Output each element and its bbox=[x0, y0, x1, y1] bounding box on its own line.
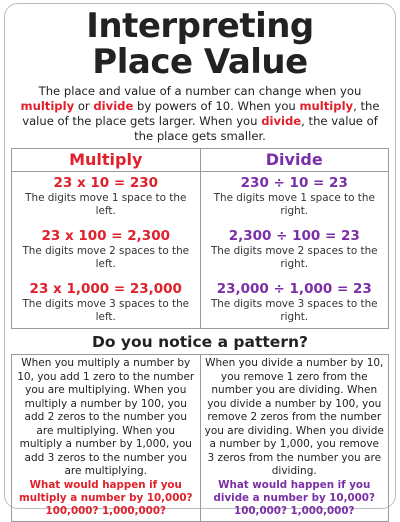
divide-equation: 23,000 ÷ 1,000 = 23 bbox=[216, 281, 372, 297]
multiply-description: The digits move 3 spaces to the left. bbox=[22, 298, 190, 323]
divide-description: The digits move 3 spaces to the right. bbox=[210, 298, 378, 323]
divide-pattern-text: When you divide a number by 10, you remove 1 zero from the number you are dividing. When you divide a number by 100, you remove 2 zeros from the number you are dividing. When you divide a number by 1,000, you remove 3 zeros from the number you are dividing. bbox=[204, 357, 384, 477]
divide-pattern-cell bbox=[201, 355, 390, 522]
multiply-equation: 23 x 100 = 2,300 bbox=[41, 228, 170, 244]
divide-example bbox=[205, 175, 385, 218]
multiply-example bbox=[16, 281, 196, 324]
intro-divide-word-2: divide bbox=[261, 114, 302, 128]
examples-table bbox=[11, 148, 389, 329]
divide-equation: 2,300 ÷ 100 = 23 bbox=[228, 228, 360, 244]
divide-question: What would happen if you divide a number by 10,000? 100,000? 1,000,000? bbox=[213, 478, 375, 517]
divide-heading: Divide bbox=[201, 149, 390, 172]
intro-multiply-word-1: multiply bbox=[20, 99, 75, 113]
title-line-1: Interpreting bbox=[86, 6, 314, 46]
multiply-example bbox=[16, 228, 196, 271]
pattern-table bbox=[11, 354, 389, 522]
intro-divide-word-1: divide bbox=[93, 99, 134, 113]
multiply-equation: 23 x 1,000 = 23,000 bbox=[29, 281, 182, 297]
multiply-examples bbox=[12, 172, 201, 329]
multiply-description: The digits move 2 spaces to the left. bbox=[22, 245, 190, 270]
multiply-description: The digits move 1 space to the left. bbox=[25, 192, 187, 217]
divide-description: The digits move 2 spaces to the right. bbox=[210, 245, 378, 270]
pattern-heading: Do you notice a pattern? bbox=[91, 333, 308, 351]
multiply-example bbox=[16, 175, 196, 218]
multiply-heading: Multiply bbox=[12, 149, 201, 172]
intro-paragraph bbox=[5, 80, 395, 144]
poster bbox=[4, 3, 396, 517]
multiply-question: What would happen if you multiply a number by 10,000? 100,000? 1,000,000? bbox=[18, 478, 193, 517]
multiply-equation: 23 x 10 = 230 bbox=[53, 175, 159, 191]
title-line-2: Place Value bbox=[92, 42, 308, 82]
intro-multiply-word-2: multiply bbox=[299, 99, 354, 113]
divide-example bbox=[205, 228, 385, 271]
page-title bbox=[5, 8, 395, 80]
intro-text-2: or bbox=[74, 99, 94, 113]
intro-text-3: by powers of 10. When you bbox=[133, 99, 300, 113]
divide-description: The digits move 1 space to the right. bbox=[213, 192, 375, 217]
multiply-pattern-cell bbox=[12, 355, 201, 522]
multiply-pattern-text: When you multiply a number by 10, you add 1 zero to the number you are multiplying. When you multiply a number by 100, you add 2 zeros to the number you are multiplying. When you multiply a number by 1,000, you add 3 zeros to the number you are multiplying. bbox=[17, 357, 195, 477]
divide-example bbox=[205, 281, 385, 324]
intro-text-1: The place and value of a number can change when you bbox=[38, 84, 362, 98]
divide-equation: 230 ÷ 10 = 23 bbox=[240, 175, 348, 191]
intro-text-5: , the value of the place gets smaller. bbox=[134, 114, 378, 143]
intro-text-4: , the value of the place gets larger. When you bbox=[22, 99, 380, 128]
divide-examples bbox=[201, 172, 390, 329]
